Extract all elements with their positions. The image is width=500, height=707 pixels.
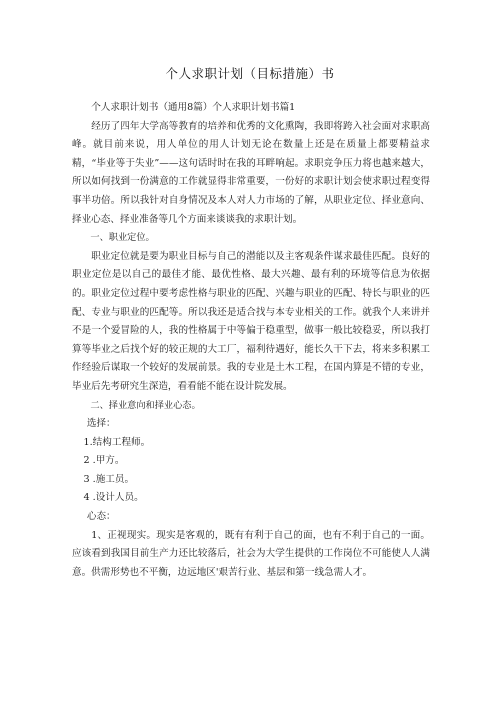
section-heading-career-intention: 二、择业意向和择业心态。 — [90, 399, 201, 411]
choice-label: 选择： — [86, 418, 116, 430]
intro-paragraph: 经历了四年大学高等教育的培养和优秀的文化熏陶，我即将跨入社会面对求职高峰。就目前来说，用人单位的用人计划无论在数量上还是在质量上都要精益求精，“毕业等于失业”——这句话时时在我的耳畔响起。求职竞争压力将也越来越大，所以如何找到一份满意的工作就显得非常重要，一份好的求职计划会使求职过程变得事半功倍。所以我针对自身情况及本人对人力市场的了解，从职业定位、择业意向、择业心态、择业准备等几个方面来谈谈我的求职计划。 — [72, 120, 430, 225]
mindset-label: 心态： — [86, 511, 116, 523]
career-positioning-paragraph: 职业定位就是要为职业目标与自己的潜能以及主客观条件谋求最佳匹配。良好的职业定位是以自己的最佳才能、最优性格、最大兴趣、最有利的环境等信息为依据的。职业定位过程中要考虑性格与职业的匹配、兴趣与职业的匹配、特长与职业的匹配、专业与职业的匹配等。所以我还是适合找与本专业相关的工作。就我个人来讲并不是一个爱冒险的人，我的性格属于中等偏于稳重型，做事一般比较稳妥，所以我打算等毕业之后找个好的较正规的大工厂，福利待遇好，能长久干下去，将来多积累工作经验后谋取一个较好的发展前景。我的专业是土木工程，在国内算是不错的专业，毕业后先考研究生深造，看看能不能在设计院发展。 — [72, 250, 430, 392]
choice-item: 2 .甲方。 — [83, 455, 125, 467]
choice-item: 1.结构工程师。 — [83, 436, 151, 448]
mindset-paragraph: 1、正视现实。现实是客观的，既有有利于自己的面，也有不利于自己的一面。应该看到我国目前生产力还比较落后，社会为大学生提供的工作岗位不可能使人人满意。供需形势也不平衡，边远地区'艰苦行业、基层和第一线急需人才。 — [72, 529, 430, 578]
document-subtitle: 个人求职计划书（通用8篇）个人求职计划书篇1 — [91, 102, 296, 113]
document-title: 个人求职计划（目标措施）书 — [165, 66, 335, 81]
choice-item: 4 .设计人员。 — [83, 492, 144, 504]
section-heading-career-positioning: 一、职业定位。 — [90, 232, 155, 244]
document-body — [72, 99, 430, 582]
choice-item: 3 .施工员。 — [83, 473, 135, 485]
